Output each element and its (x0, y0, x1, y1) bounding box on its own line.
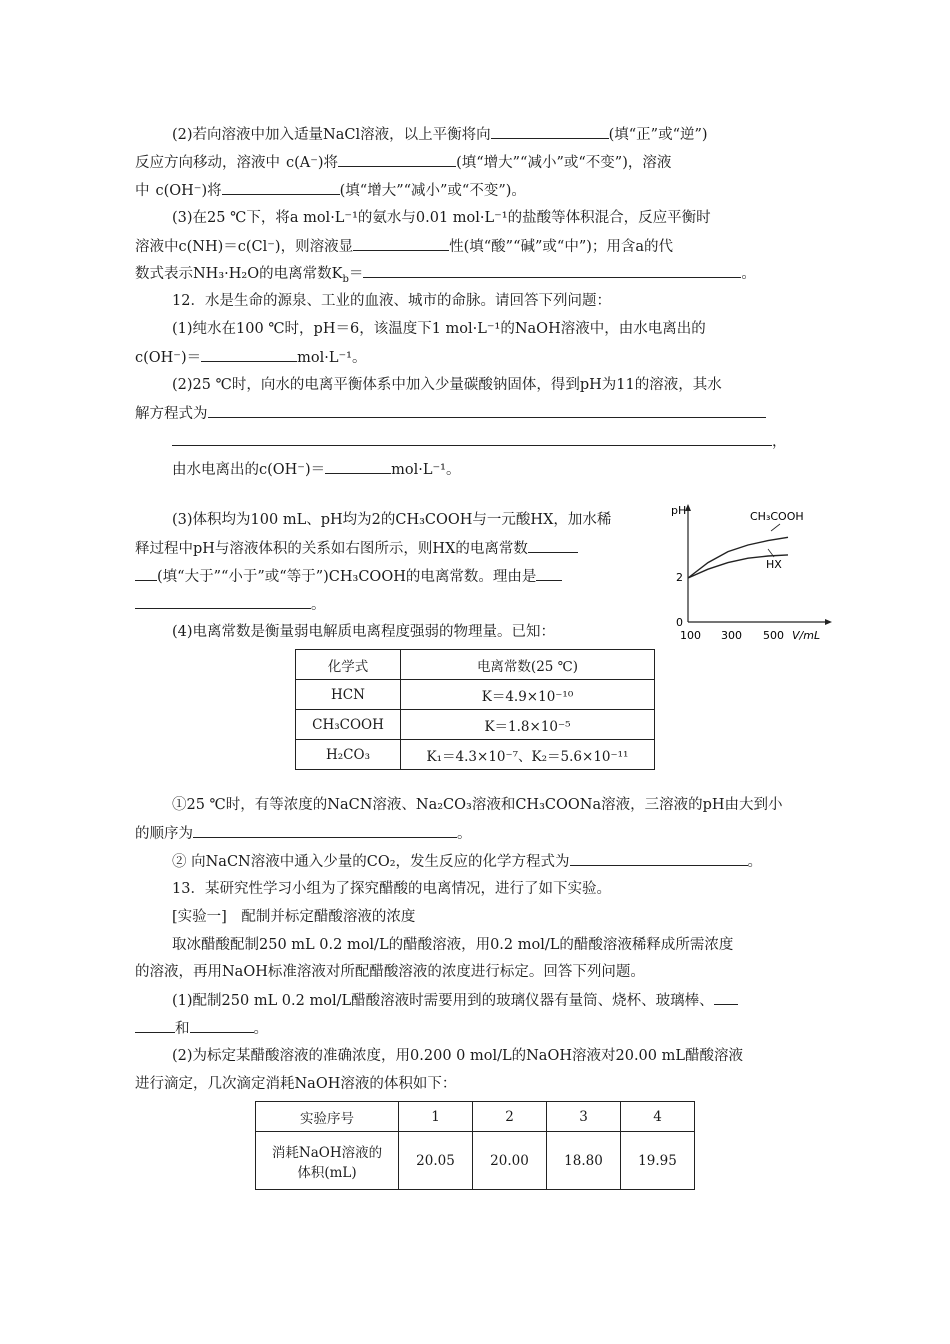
x-tick-label: 100 (680, 629, 701, 642)
answer-blank[interactable] (222, 180, 340, 195)
table-cell: CH₃COOH (296, 710, 401, 740)
answer-blank[interactable] (491, 124, 609, 139)
q11-part2-line3: 中 c(OH⁻)将 (填“增大”“减小”或“不变”)。 (135, 180, 526, 201)
table-header-row (296, 650, 655, 680)
answer-blank[interactable] (570, 851, 748, 866)
leader-line (771, 524, 780, 531)
answer-blank[interactable] (172, 431, 772, 446)
answer-blank[interactable] (528, 538, 578, 553)
x-axis-label: V/mL (792, 629, 821, 642)
q12-title: 12．水是生命的源泉、工业的血液、城市的命脉。请回答下列问题： (172, 293, 611, 309)
answer-blank[interactable] (325, 459, 391, 474)
table-row-label: 消耗NaOH溶液的 体积(mL) (256, 1132, 399, 1190)
q13-intro-line1: 取冰醋酸配制250 mL 0.2 mol/L的醋酸溶液，用0.2 mol/L的醋酸溶液稀释成所需浓度 (172, 937, 734, 953)
table-cell: K＝1.8×10⁻⁵ (401, 710, 655, 740)
answer-blank[interactable] (714, 990, 738, 1005)
q13-title: 13．某研究性学习小组为了探究醋酸的电离情况，进行了如下实验。 (172, 881, 611, 897)
answer-blank[interactable] (208, 403, 766, 418)
q11-part3-line3: 数式表示NH₃·H₂O的电离常数$K_b=$ 。 (135, 263, 756, 284)
titration-volume-table (255, 1101, 695, 1190)
q12-part3-line3: (填“大于”“小于”或“等于”)CH₃COOH的电离常数。理由是 (135, 566, 562, 587)
table-header-cell: 电离常数(25 ℃) (401, 650, 655, 680)
q12-sub2-line1: ② 向NaCN溶液中通入少量的CO₂，发生反应的化学方程式为 。 (172, 851, 762, 872)
q12-part2-line2: 解方程式为 (135, 403, 766, 424)
q13-experiment1-heading: [实验一] 配制并标定醋酸溶液的浓度 (172, 909, 416, 925)
table-cell: 18.80 (547, 1132, 621, 1190)
series-label-hx: HX (766, 558, 782, 571)
q12-part2-line4: 由水电离出的c(OH⁻)＝ mol·L⁻¹。 (172, 459, 460, 480)
table-row (296, 740, 655, 770)
q12-part3-line4: 。 (135, 594, 326, 615)
answer-blank[interactable] (353, 236, 449, 251)
q11-part3-line1: (3)在25 ℃下，将a mol·L⁻¹的氨水与0.01 mol·L⁻¹的盐酸等体积混合，反应平衡时 (172, 210, 711, 226)
table-row (296, 680, 655, 710)
q13-intro-line2: 的溶液，再用NaOH标准溶液对所配醋酸溶液的浓度进行标定。回答下列问题。 (135, 964, 645, 980)
x-axis-arrow (825, 619, 832, 625)
q11-part2-line2: 反应方向移动，溶液中 c(A⁻)将 (填“增大”“减小”或“不变”)，溶液 (135, 152, 671, 173)
answer-blank[interactable] (135, 1018, 175, 1033)
table-header-cell: 1 (399, 1102, 473, 1132)
q12-part3-line1: (3)体积均为100 mL、pH均为2的CH₃COOH与一元酸HX，加水稀 (172, 512, 612, 528)
answer-blank[interactable] (536, 566, 562, 581)
answer-blank[interactable] (190, 1018, 254, 1033)
table-cell: 20.05 (399, 1132, 473, 1190)
table-header-cell: 2 (473, 1102, 547, 1132)
q12-part3-line2: 释过程中pH与溶液体积的关系如右图所示，则HX的电离常数 (135, 538, 578, 559)
q11-part2-line1: (2)若向溶液中加入适量NaCl溶液，以上平衡将向 (填“正”或“逆”) (172, 124, 708, 145)
table-header-row (256, 1102, 695, 1132)
ph-dilution-graph (668, 500, 838, 650)
q13-part1-line1: (1)配制250 mL 0.2 mol/L醋酸溶液时需要用到的玻璃仪器有量筒、烧杯、玻璃棒、 (172, 990, 738, 1011)
q11-part3-line2: 溶液中c(NH)＝c(Cl⁻)，则溶液显 性(填“酸”“碱”或“中”)；用含a的代 (135, 236, 673, 257)
x-tick-label: 300 (721, 629, 742, 642)
q12-part4-line1: (4)电离常数是衡量弱电解质电离程度强弱的物理量。已知： (172, 624, 556, 640)
y-tick-label: 0 (676, 616, 683, 629)
table-cell: K＝4.9×10⁻¹⁰ (401, 680, 655, 710)
answer-blank[interactable] (135, 594, 311, 609)
table-header-cell: 3 (547, 1102, 621, 1132)
x-tick-label: 500 (763, 629, 784, 642)
table-cell: H₂CO₃ (296, 740, 401, 770)
q12-sub1-line1: ①25 ℃时，有等浓度的NaCN溶液、Na₂CO₃溶液和CH₃COONa溶液，三溶液的pH由大到小 (172, 797, 783, 813)
q13-part2-line2: 进行滴定，几次滴定消耗NaOH溶液的体积如下： (135, 1076, 457, 1092)
series-label-ch3cooh: CH₃COOH (750, 510, 804, 523)
q12-sub1-line2: 的顺序为 。 (135, 823, 472, 844)
answer-blank[interactable] (201, 347, 297, 362)
q12-part1-line1: (1)纯水在100 ℃时，pH＝6，该温度下1 mol·L⁻¹的NaOH溶液中，由水电离出的 (172, 321, 706, 337)
answer-blank[interactable] (193, 823, 457, 838)
table-header-cell: 4 (621, 1102, 695, 1132)
table-cell: HCN (296, 680, 401, 710)
table-cell: 20.00 (473, 1132, 547, 1190)
table-header-cell: 实验序号 (256, 1102, 399, 1132)
q12-part2-line3: ， (172, 431, 787, 452)
table-row (256, 1132, 695, 1190)
ionization-constant-table (295, 649, 655, 770)
q12-part1-line2: c(OH⁻)＝ mol·L⁻¹。 (135, 347, 366, 368)
q13-part1-line2: 和 。 (135, 1018, 268, 1039)
table-header-cell: 化学式 (296, 650, 401, 680)
y-axis-label: pH (671, 504, 687, 517)
answer-blank[interactable] (363, 263, 741, 278)
table-row (296, 710, 655, 740)
table-cell: K₁＝4.3×10⁻⁷、K₂＝5.6×10⁻¹¹ (401, 740, 655, 770)
answer-blank[interactable] (135, 566, 157, 581)
q12-part2-line1: (2)25 ℃时，向水的电离平衡体系中加入少量碳酸钠固体，得到pH为11的溶液，其水 (172, 377, 722, 393)
y-tick-label: 2 (676, 571, 683, 584)
answer-blank[interactable] (338, 152, 456, 167)
q13-part2-line1: (2)为标定某醋酸溶液的准确浓度，用0.200 0 mol/L的NaOH溶液对20.00 mL醋酸溶液 (172, 1048, 743, 1064)
table-cell: 19.95 (621, 1132, 695, 1190)
